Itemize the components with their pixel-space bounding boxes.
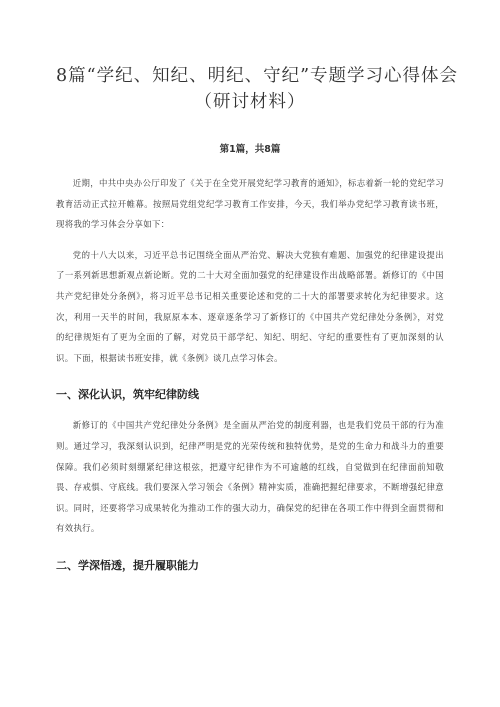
intro-paragraph: 近期，中共中央办公厅印发了《关于在全党开展党纪学习教育的通知》，标志着新一轮的党纪学习教育活动正式拉开帷幕。按照局党组党纪学习教育工作安排，今天，我们举办党纪学习教育读书班，现将我的学习体会分享如下： bbox=[56, 178, 444, 230]
title-line-2: （研讨材料） bbox=[194, 92, 306, 112]
section-2-heading: 二、学深悟透，提升履职能力 bbox=[56, 558, 199, 572]
document-title bbox=[56, 0, 459, 115]
background-paragraph: 党的十八大以来，习近平总书记围绕全面从严治党、解决大党独有难题、加强党的纪律建设提出了一系列新思想新观点新论断。党的二十大对全面加强党的纪律建设作出战略部署。新修订的《中国共产党纪律处分条例》，将习近平总书记相关重要论述和党的二十大的部署要求转化为纪律要求。这次，利用一天半的时间，我原原本本、逐章逐条学习了新修订的《中国共产党纪律处分条例》，对党的纪律规矩有了更为全面的了解，对党员干部学纪、知纪、明纪、守纪的重要性有了更加深刻的认识。下面，根据读书班安排，就《条例》谈几点学习体会。 bbox=[56, 249, 444, 363]
section-1-heading: 一、深化认识，筑牢纪律防线 bbox=[56, 388, 199, 402]
title-line-1: 8篇“学纪、知纪、明纪、守纪”专题学习心得体会 bbox=[56, 66, 459, 86]
part-indicator: 第1篇，共8篇 bbox=[219, 144, 281, 155]
section-1-paragraph: 新修订的《中国共产党纪律处分条例》是全面从严治党的制度利器，也是我们党员干部的行为准则。通过学习，我深刻认识到，纪律严明是党的光荣传统和独特优势，是党的生命力和战斗力的重要保障。我们必须时刻绷紧纪律这根弦，把遵守纪律作为不可逾越的红线，自觉做到在纪律面前知敬畏、存戒惧、守底线。我们要深入学习领会《条例》精神实质，准确把握纪律要求，不断增强纪律意识。同时，还要将学习成果转化为推动工作的强大动力，确保党的纪律在各项工作中得到全面贯彻和有效执行。 bbox=[56, 420, 444, 534]
